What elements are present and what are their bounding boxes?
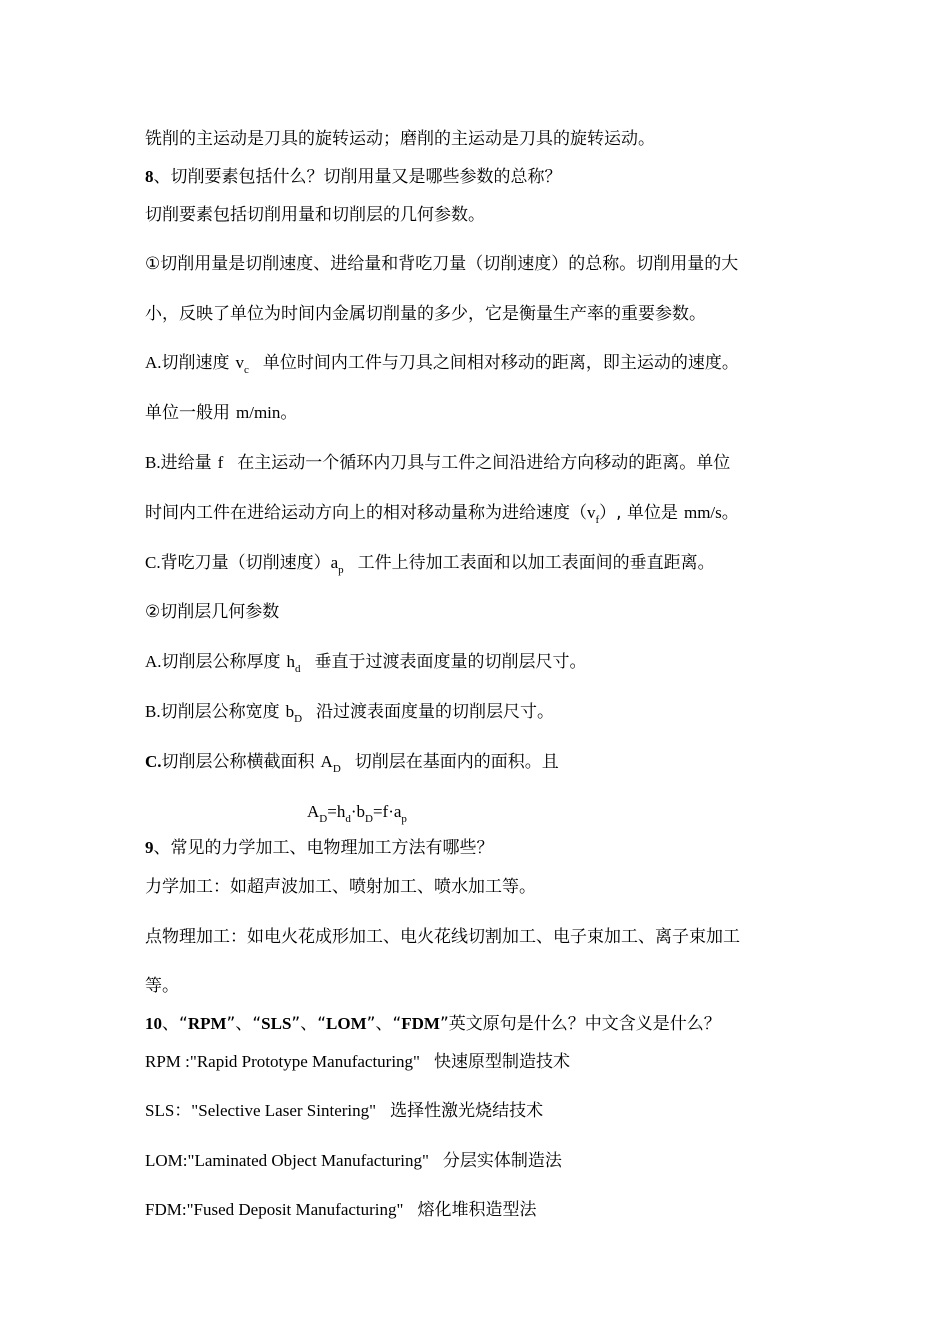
item-description: 在主运动一个循环内刀具与工件之间沿进给方向移动的距离。单位 (237, 453, 731, 473)
item-label: 切削层公称厚度 (161, 652, 281, 672)
text-line-milling: 铣削的主运动是刀具的旋转运动；磨削的主运动是刀具的旋转运动。 (145, 129, 655, 149)
symbol: a (330, 553, 339, 572)
formula-part: ·b (350, 802, 365, 821)
layer-area (145, 751, 559, 773)
paragraph-1-line-2: 小，反映了单位为时间内金属切削量的多少，它是衡量生产率的重要参数。 (145, 304, 706, 324)
unit-text: 单位一般用 (145, 403, 230, 423)
symbol-subscript: D (332, 763, 341, 775)
formula-part: =h (327, 802, 346, 821)
item-description: 工件上待加工表面和以加工表面间的垂直距离。 (357, 553, 715, 573)
question-number: 10 (145, 1014, 162, 1033)
acronym: SLS (261, 1014, 292, 1033)
item-feed (145, 452, 730, 474)
formula-sub: D (319, 813, 328, 825)
question-text: 、“ (162, 1014, 188, 1034)
item-label: 背吃刀量（切削速度） (160, 553, 331, 573)
question-number: 9 (145, 838, 154, 857)
item-description: 切削层在基面内的面积。且 (354, 752, 559, 772)
item-prefix: A. (145, 353, 162, 372)
symbol: A (320, 752, 333, 771)
formula-sub: D (365, 813, 373, 825)
item-prefix: C. (145, 553, 161, 572)
layer-thickness (145, 651, 587, 673)
question-9 (145, 837, 494, 859)
question-8 (145, 166, 562, 188)
item-description: 单位时间内工件与刀具之间相对移动的距离，即主运动的速度。 (262, 353, 739, 373)
english-term: SLS (145, 1101, 175, 1120)
unit-value: mm/s (683, 503, 722, 522)
item-description: 沿过渡表面度量的切削层尺寸。 (316, 702, 555, 722)
question-text: 、切削要素包括什么？切削用量又是哪些参数的总称？ (153, 167, 562, 187)
layer-width (145, 701, 554, 723)
answer-9-mechanical: 力学加工：如超声波加工、喷射加工、喷水加工等。 (145, 877, 536, 897)
item-depth-of-cut (145, 552, 715, 574)
acronym: FDM (401, 1014, 440, 1033)
formula-part: A (307, 802, 320, 821)
answer-lom (145, 1150, 562, 1172)
feed-speed-mid: ）, 单位是 (599, 503, 678, 523)
answer-fdm (145, 1199, 536, 1221)
answer-sls (145, 1100, 543, 1122)
item-label: 进给量 (160, 453, 212, 473)
symbol: v (235, 353, 245, 372)
symbol-subscript: d (295, 663, 301, 675)
symbol-subscript: D (294, 713, 303, 725)
acronym: RPM (187, 1014, 227, 1033)
item-feed-speed (145, 502, 739, 524)
unit-end: 。 (280, 403, 298, 423)
feed-speed-text: 时间内工件在进给运动方向上的相对移动量称为进给速度（ (145, 503, 587, 523)
question-10 (145, 1013, 721, 1035)
item-prefix: B. (145, 702, 161, 721)
area-formula (307, 801, 407, 823)
answer-8-intro: 切削要素包括切削用量和切削层的几何参数。 (145, 205, 485, 225)
question-text: ”英文原句是什么？中文含义是什么？ (439, 1014, 721, 1034)
paragraph-2-heading: ②切削层几何参数 (145, 602, 280, 622)
symbol-subscript: p (338, 564, 344, 576)
symbol-subscript: f (595, 514, 600, 526)
item-label: 切削速度 (161, 353, 230, 373)
item-cutting-speed (145, 352, 739, 374)
symbol: b (285, 702, 295, 721)
formula-part: =f·a (372, 802, 402, 821)
unit-end: 。 (721, 503, 739, 523)
formula-sub: p (401, 813, 407, 825)
item-prefix: C. (145, 752, 162, 771)
chinese-meaning: 选择性激光烧结技术 (390, 1101, 544, 1121)
chinese-meaning: 熔化堆积造型法 (417, 1200, 537, 1220)
formula-sub: d (345, 813, 351, 825)
question-text: ”、“ (291, 1014, 327, 1034)
symbol: h (286, 652, 296, 671)
question-number: 8 (145, 167, 154, 186)
english-term: LOM:"Laminated Object Manufacturing" (145, 1151, 429, 1170)
item-prefix: A. (145, 652, 162, 671)
item-label: 切削层公称宽度 (160, 702, 280, 722)
english-term: RPM :"Rapid Prototype Manufacturing" (145, 1052, 420, 1071)
item-cutting-speed-unit (145, 402, 297, 424)
question-text: ”、“ (226, 1014, 262, 1034)
question-text: ”、“ (366, 1014, 402, 1034)
paragraph-1-line-1: ①切削用量是切削速度、进给量和背吃刀量（切削速度）的总称。切削用量的大 (145, 254, 739, 274)
english-term: "Selective Laser Sintering" (191, 1101, 377, 1120)
symbol: v (587, 503, 596, 522)
item-prefix: B. (145, 453, 161, 472)
question-text: 、常见的力学加工、电物理加工方法有哪些？ (153, 838, 494, 858)
symbol-subscript: c (244, 364, 249, 376)
unit-value: m/min (236, 403, 281, 422)
item-label: 切削层公称横截面积 (161, 752, 315, 772)
symbol: f (217, 453, 224, 472)
answer-9-electrical-line-2: 等。 (145, 976, 179, 996)
acronym: LOM (326, 1014, 367, 1033)
answer-9-electrical-line-1: 点物理加工：如电火花成形加工、电火花线切割加工、电子束加工、离子束加工 (145, 927, 740, 947)
answer-rpm (145, 1051, 570, 1073)
chinese-meaning: 分层实体制造法 (442, 1151, 562, 1171)
colon: ： (174, 1101, 192, 1121)
chinese-meaning: 快速原型制造技术 (434, 1052, 570, 1072)
english-term: FDM:"Fused Deposit Manufacturing" (145, 1200, 404, 1219)
item-description: 垂直于过渡表面度量的切削层尺寸。 (314, 652, 587, 672)
